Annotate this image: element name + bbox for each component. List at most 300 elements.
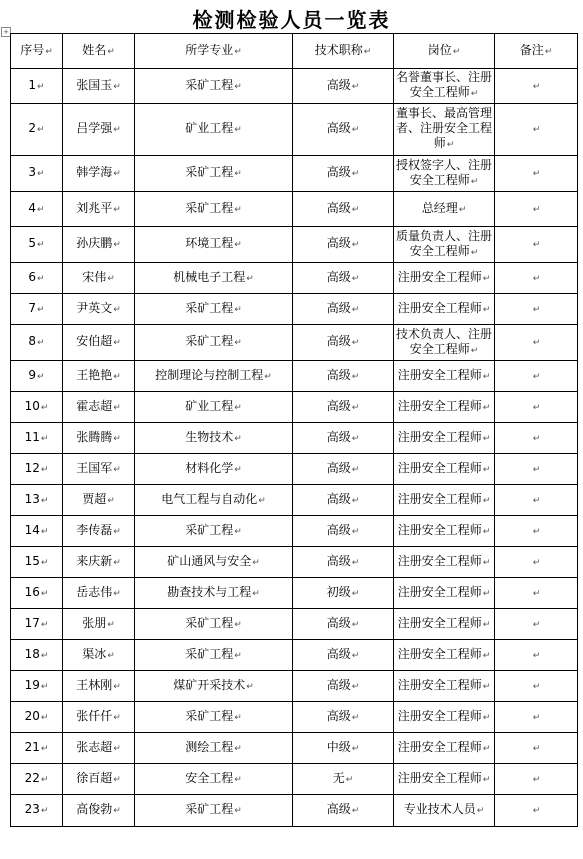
row-post-text: 授权签字人、注册安全工程师 — [396, 157, 493, 187]
header-tech-title: 技术职称↵ — [293, 34, 394, 69]
paragraph-mark-icon: ↵ — [234, 526, 242, 537]
row-note — [495, 547, 578, 578]
paragraph-mark-icon: ↵ — [234, 81, 242, 92]
row-no — [11, 609, 63, 640]
row-note — [495, 325, 578, 361]
row-major-text: 采矿工程 — [185, 77, 234, 92]
row-major-text: 矿业工程 — [185, 121, 234, 135]
row-major-text: 勘查技术与工程 — [167, 584, 252, 599]
table-row — [11, 192, 578, 227]
paragraph-mark-icon: ↵ — [532, 495, 541, 506]
row-no-text: 16 — [24, 584, 40, 599]
row-name-text: 刘兆平 — [76, 200, 113, 215]
paragraph-mark-icon: ↵ — [234, 304, 242, 315]
row-tech-title — [293, 69, 394, 104]
row-major-text: 材料化学 — [185, 460, 234, 475]
row-no-text: 17 — [24, 615, 40, 630]
row-tech-title-text: 高级 — [326, 121, 351, 135]
table-row — [11, 69, 578, 104]
paragraph-mark-icon: ↵ — [234, 806, 242, 816]
row-no — [11, 361, 63, 392]
row-name — [63, 294, 135, 325]
paragraph-mark-icon: ↵ — [113, 81, 121, 92]
paragraph-mark-icon: ↵ — [446, 140, 455, 150]
row-name — [63, 69, 135, 104]
paragraph-mark-icon: ↵ — [351, 304, 360, 315]
row-note — [495, 192, 578, 227]
paragraph-mark-icon: ↵ — [234, 204, 242, 215]
row-major-text: 采矿工程 — [185, 615, 234, 630]
row-name — [63, 547, 135, 578]
table-row — [11, 454, 578, 485]
page-title: 检测检验人员一览表 — [192, 8, 391, 32]
row-name — [63, 795, 135, 827]
paragraph-mark-icon: ↵ — [351, 650, 360, 661]
row-major-text: 采矿工程 — [185, 522, 234, 537]
row-post-text: 注册安全工程师 — [397, 269, 482, 284]
row-major — [135, 485, 293, 516]
paragraph-mark-icon: ↵ — [113, 806, 121, 816]
table-row — [11, 361, 578, 392]
row-post — [394, 325, 495, 361]
paragraph-mark-icon: ↵ — [351, 557, 360, 568]
row-major — [135, 294, 293, 325]
paragraph-mark-icon: ↵ — [234, 712, 242, 723]
row-note — [495, 361, 578, 392]
row-no-text: 12 — [24, 460, 40, 475]
row-tech-title-text: 高级 — [326, 200, 351, 215]
paragraph-mark-icon: ↵ — [113, 304, 121, 315]
row-name-text: 王艳艳 — [76, 367, 113, 382]
paragraph-mark-icon: ↵ — [113, 240, 121, 250]
row-post-text: 董事长、最高管理者、注册安全工程师 — [396, 106, 493, 150]
row-name-text: 韩学海 — [76, 165, 113, 179]
row-post — [394, 454, 495, 485]
row-tech-title — [293, 325, 394, 361]
paragraph-mark-icon: ↵ — [40, 495, 49, 506]
row-major-text: 采矿工程 — [185, 646, 234, 661]
row-name — [63, 671, 135, 702]
paragraph-mark-icon: ↵ — [351, 681, 360, 692]
table-body — [11, 69, 578, 827]
row-note — [495, 578, 578, 609]
table-row — [11, 671, 578, 702]
row-major-text: 安全工程 — [185, 770, 234, 785]
paragraph-mark-icon: ↵ — [234, 125, 242, 135]
paragraph-mark-icon: ↵ — [532, 169, 541, 179]
row-name-text: 张志超 — [76, 739, 113, 754]
row-post — [394, 192, 495, 227]
table-row — [11, 227, 578, 263]
row-major — [135, 547, 293, 578]
row-post-text: 质量负责人、注册安全工程师 — [396, 228, 493, 258]
table-row — [11, 609, 578, 640]
row-no-text: 13 — [24, 491, 40, 506]
row-major-text: 机械电子工程 — [173, 269, 246, 284]
paragraph-mark-icon: ↵ — [37, 304, 45, 315]
paragraph-mark-icon: ↵ — [351, 204, 360, 215]
paragraph-mark-icon: ↵ — [351, 81, 360, 92]
paragraph-mark-icon: ↵ — [351, 402, 360, 413]
row-major-text: 测绘工程 — [185, 739, 234, 754]
row-major-text: 矿业工程 — [185, 398, 234, 413]
row-post-text: 注册安全工程师 — [397, 429, 482, 444]
row-post-text: 注册安全工程师 — [397, 460, 482, 475]
row-tech-title-text: 中级 — [326, 739, 351, 754]
paragraph-mark-icon: ↵ — [532, 338, 541, 348]
table-anchor-icon[interactable]: + — [1, 27, 11, 37]
paragraph-mark-icon: ↵ — [40, 806, 49, 816]
row-major — [135, 104, 293, 156]
paragraph-mark-icon: ↵ — [482, 774, 491, 785]
row-major-text: 采矿工程 — [185, 300, 234, 315]
paragraph-mark-icon: ↵ — [482, 557, 491, 568]
paragraph-mark-icon: ↵ — [482, 495, 491, 506]
row-post-text: 总经理 — [421, 200, 458, 215]
row-name-text: 张朋 — [82, 615, 107, 630]
row-no-text: 7 — [28, 300, 37, 315]
row-no-text: 3 — [28, 165, 37, 179]
row-major — [135, 192, 293, 227]
paragraph-mark-icon: ↵ — [113, 371, 121, 382]
row-tech-title — [293, 192, 394, 227]
row-post — [394, 263, 495, 294]
row-tech-title-text: 高级 — [326, 522, 351, 537]
paragraph-mark-icon: ↵ — [532, 204, 541, 215]
row-name — [63, 485, 135, 516]
paragraph-mark-icon: ↵ — [40, 712, 49, 723]
paragraph-mark-icon: ↵ — [351, 806, 360, 816]
paragraph-mark-icon: ↵ — [532, 619, 541, 630]
row-tech-title — [293, 104, 394, 156]
row-tech-title-text: 高级 — [326, 429, 351, 444]
paragraph-mark-icon: ↵ — [351, 125, 360, 135]
table-row — [11, 294, 578, 325]
row-note — [495, 733, 578, 764]
row-no-text: 10 — [24, 398, 40, 413]
paragraph-mark-icon: ↵ — [40, 743, 49, 754]
row-tech-title — [293, 702, 394, 733]
paragraph-mark-icon: ↵ — [351, 273, 360, 284]
row-tech-title — [293, 294, 394, 325]
paragraph-mark-icon: ↵ — [532, 464, 541, 475]
paragraph-mark-icon: ↵ — [113, 402, 121, 413]
row-no-text: 15 — [24, 553, 40, 568]
row-post-text: 名誉董事长、注册安全工程师 — [396, 70, 493, 99]
row-note — [495, 227, 578, 263]
row-name-text: 徐百超 — [76, 770, 113, 785]
row-post-text: 注册安全工程师 — [397, 677, 482, 692]
row-post — [394, 294, 495, 325]
row-major-text: 矿山通风与安全 — [167, 553, 252, 568]
paragraph-mark-icon: ↵ — [532, 81, 541, 92]
row-tech-title-text: 高级 — [326, 677, 351, 692]
row-no — [11, 227, 63, 263]
paragraph-mark-icon: ↵ — [482, 526, 491, 537]
paragraph-mark-icon: ↵ — [470, 345, 479, 356]
paragraph-mark-icon: ↵ — [532, 806, 541, 816]
row-major — [135, 392, 293, 423]
row-note — [495, 454, 578, 485]
row-no — [11, 263, 63, 294]
paragraph-mark-icon: ↵ — [482, 743, 491, 754]
row-no — [11, 192, 63, 227]
table-row — [11, 764, 578, 795]
paragraph-mark-icon: ↵ — [40, 526, 49, 537]
paragraph-mark-icon: ↵ — [37, 240, 45, 250]
row-no — [11, 423, 63, 454]
row-no — [11, 104, 63, 156]
row-tech-title — [293, 516, 394, 547]
row-major-text: 采矿工程 — [185, 165, 234, 179]
row-name — [63, 578, 135, 609]
paragraph-mark-icon: ↵ — [113, 125, 121, 135]
row-major — [135, 764, 293, 795]
paragraph-mark-icon: ↵ — [234, 240, 242, 250]
table-row — [11, 640, 578, 671]
row-major — [135, 671, 293, 702]
row-post — [394, 640, 495, 671]
row-major — [135, 609, 293, 640]
row-no — [11, 156, 63, 192]
row-major-text: 采矿工程 — [185, 334, 234, 348]
row-tech-title — [293, 423, 394, 454]
paragraph-mark-icon: ↵ — [234, 169, 242, 179]
paragraph-mark-icon: ↵ — [113, 588, 121, 599]
paragraph-mark-icon: ↵ — [37, 273, 45, 284]
paragraph-mark-icon: ↵ — [113, 338, 121, 348]
paragraph-mark-icon: ↵ — [37, 204, 45, 215]
paragraph-mark-icon: ↵ — [482, 371, 491, 382]
paragraph-mark-icon: ↵ — [351, 495, 360, 506]
row-major — [135, 733, 293, 764]
paragraph-mark-icon: ↵ — [482, 304, 491, 315]
table-row — [11, 485, 578, 516]
row-no — [11, 516, 63, 547]
row-name-text: 贾超 — [82, 491, 107, 506]
paragraph-mark-icon: ↵ — [476, 806, 485, 816]
row-post-text: 技术负责人、注册安全工程师 — [396, 326, 493, 356]
row-post — [394, 156, 495, 192]
row-name — [63, 702, 135, 733]
row-no — [11, 640, 63, 671]
row-post — [394, 69, 495, 104]
row-name — [63, 764, 135, 795]
paragraph-mark-icon: ↵ — [351, 169, 360, 179]
table-row — [11, 325, 578, 361]
row-post — [394, 702, 495, 733]
row-tech-title — [293, 392, 394, 423]
row-name-text: 张仟仟 — [76, 708, 113, 723]
row-post — [394, 485, 495, 516]
row-no-text: 22 — [24, 770, 40, 785]
paragraph-mark-icon: ↵ — [258, 495, 266, 506]
row-name-text: 李传磊 — [76, 522, 113, 537]
row-major — [135, 640, 293, 671]
row-tech-title-text: 高级 — [326, 367, 351, 382]
row-no — [11, 325, 63, 361]
row-post — [394, 423, 495, 454]
row-post-text: 专业技术人员 — [403, 802, 476, 816]
row-no — [11, 392, 63, 423]
paragraph-mark-icon: ↵ — [234, 650, 242, 661]
row-post — [394, 795, 495, 827]
row-tech-title — [293, 671, 394, 702]
paragraph-mark-icon: ↵ — [532, 304, 541, 315]
paragraph-mark-icon: ↵ — [470, 247, 479, 258]
paragraph-mark-icon: ↵ — [246, 273, 254, 284]
table-row — [11, 547, 578, 578]
paragraph-mark-icon: ↵ — [351, 743, 360, 754]
row-post-text: 注册安全工程师 — [397, 584, 482, 599]
row-name — [63, 104, 135, 156]
row-tech-title-text: 高级 — [326, 646, 351, 661]
row-note — [495, 392, 578, 423]
paragraph-mark-icon: ↵ — [252, 557, 260, 568]
row-major — [135, 578, 293, 609]
paragraph-mark-icon: ↵ — [234, 338, 242, 348]
paragraph-mark-icon: ↵ — [482, 712, 491, 723]
row-no-text: 19 — [24, 677, 40, 692]
row-major — [135, 795, 293, 827]
paragraph-mark-icon: ↵ — [113, 204, 121, 215]
row-name — [63, 609, 135, 640]
table-row — [11, 795, 578, 827]
header-name: 姓名↵ — [63, 34, 135, 69]
row-name-text: 孙庆鹏 — [76, 236, 113, 250]
row-post — [394, 392, 495, 423]
row-note — [495, 702, 578, 733]
row-name-text: 张腾腾 — [76, 429, 113, 444]
personnel-table — [10, 33, 578, 827]
row-no — [11, 671, 63, 702]
paragraph-mark-icon: ↵ — [113, 433, 121, 444]
row-post-text: 注册安全工程师 — [397, 491, 482, 506]
row-note — [495, 263, 578, 294]
row-no — [11, 485, 63, 516]
header-no: 序号↵ — [11, 34, 63, 69]
paragraph-mark-icon: ↵ — [351, 433, 360, 444]
row-name — [63, 325, 135, 361]
row-post — [394, 671, 495, 702]
row-no-text: 18 — [24, 646, 40, 661]
row-tech-title-text: 高级 — [326, 269, 351, 284]
row-major-text: 环境工程 — [185, 236, 234, 250]
row-name-text: 宋伟 — [82, 269, 107, 284]
row-no — [11, 733, 63, 764]
table-row — [11, 516, 578, 547]
row-tech-title — [293, 156, 394, 192]
row-no — [11, 69, 63, 104]
row-no — [11, 454, 63, 485]
paragraph-mark-icon: ↵ — [351, 588, 360, 599]
row-tech-title-text: 高级 — [326, 300, 351, 315]
row-note — [495, 516, 578, 547]
table-row — [11, 263, 578, 294]
row-name — [63, 733, 135, 764]
row-name — [63, 192, 135, 227]
paragraph-mark-icon: ↵ — [351, 240, 360, 250]
header-major: 所学专业↵ — [135, 34, 293, 69]
paragraph-mark-icon: ↵ — [532, 240, 541, 250]
row-tech-title-text: 高级 — [326, 553, 351, 568]
row-note — [495, 795, 578, 827]
row-no-text: 5 — [28, 236, 37, 250]
row-major — [135, 702, 293, 733]
paragraph-mark-icon: ↵ — [37, 125, 45, 135]
row-note — [495, 671, 578, 702]
paragraph-mark-icon: ↵ — [351, 526, 360, 537]
row-tech-title-text: 高级 — [326, 334, 351, 348]
paragraph-mark-icon: ↵ — [532, 743, 541, 754]
row-post-text: 注册安全工程师 — [397, 522, 482, 537]
row-tech-title-text: 高级 — [326, 398, 351, 413]
paragraph-mark-icon: ↵ — [40, 681, 49, 692]
table-row — [11, 702, 578, 733]
row-name-text: 高俊勃 — [76, 802, 113, 816]
row-no-text: 20 — [24, 708, 40, 723]
row-name — [63, 263, 135, 294]
paragraph-mark-icon: ↵ — [532, 588, 541, 599]
row-tech-title — [293, 227, 394, 263]
row-post-text: 注册安全工程师 — [397, 739, 482, 754]
row-tech-title — [293, 578, 394, 609]
paragraph-mark-icon: ↵ — [482, 619, 491, 630]
row-note — [495, 69, 578, 104]
row-no — [11, 547, 63, 578]
row-post-text: 注册安全工程师 — [397, 615, 482, 630]
paragraph-mark-icon: ↵ — [532, 273, 541, 284]
row-tech-title — [293, 764, 394, 795]
row-major — [135, 516, 293, 547]
paragraph-mark-icon: ↵ — [113, 743, 121, 754]
paragraph-mark-icon: ↵ — [234, 433, 242, 444]
paragraph-mark-icon: ↵ — [470, 176, 479, 187]
row-note — [495, 640, 578, 671]
row-note — [495, 764, 578, 795]
row-name — [63, 454, 135, 485]
row-name-text: 渠冰 — [82, 646, 107, 661]
row-no — [11, 702, 63, 733]
row-tech-title — [293, 733, 394, 764]
row-note — [495, 609, 578, 640]
paragraph-mark-icon: ↵ — [234, 619, 242, 630]
row-name — [63, 423, 135, 454]
paragraph-mark-icon: ↵ — [37, 371, 45, 382]
paragraph-mark-icon: ↵ — [40, 557, 49, 568]
row-name — [63, 361, 135, 392]
paragraph-mark-icon: ↵ — [113, 526, 121, 537]
paragraph-mark-icon: ↵ — [532, 371, 541, 382]
paragraph-mark-icon: ↵ — [351, 371, 360, 382]
table-header-row — [11, 34, 578, 69]
row-name — [63, 392, 135, 423]
row-major-text: 采矿工程 — [185, 200, 234, 215]
row-tech-title — [293, 454, 394, 485]
paragraph-mark-icon: ↵ — [482, 402, 491, 413]
row-tech-title — [293, 485, 394, 516]
row-no-text: 9 — [28, 367, 37, 382]
paragraph-mark-icon: ↵ — [40, 774, 49, 785]
table-row — [11, 733, 578, 764]
row-note — [495, 156, 578, 192]
row-post — [394, 764, 495, 795]
row-post-text: 注册安全工程师 — [397, 553, 482, 568]
row-tech-title — [293, 361, 394, 392]
row-no-text: 11 — [24, 429, 40, 444]
row-major-text: 采矿工程 — [185, 802, 234, 816]
row-no-text: 21 — [24, 739, 40, 754]
